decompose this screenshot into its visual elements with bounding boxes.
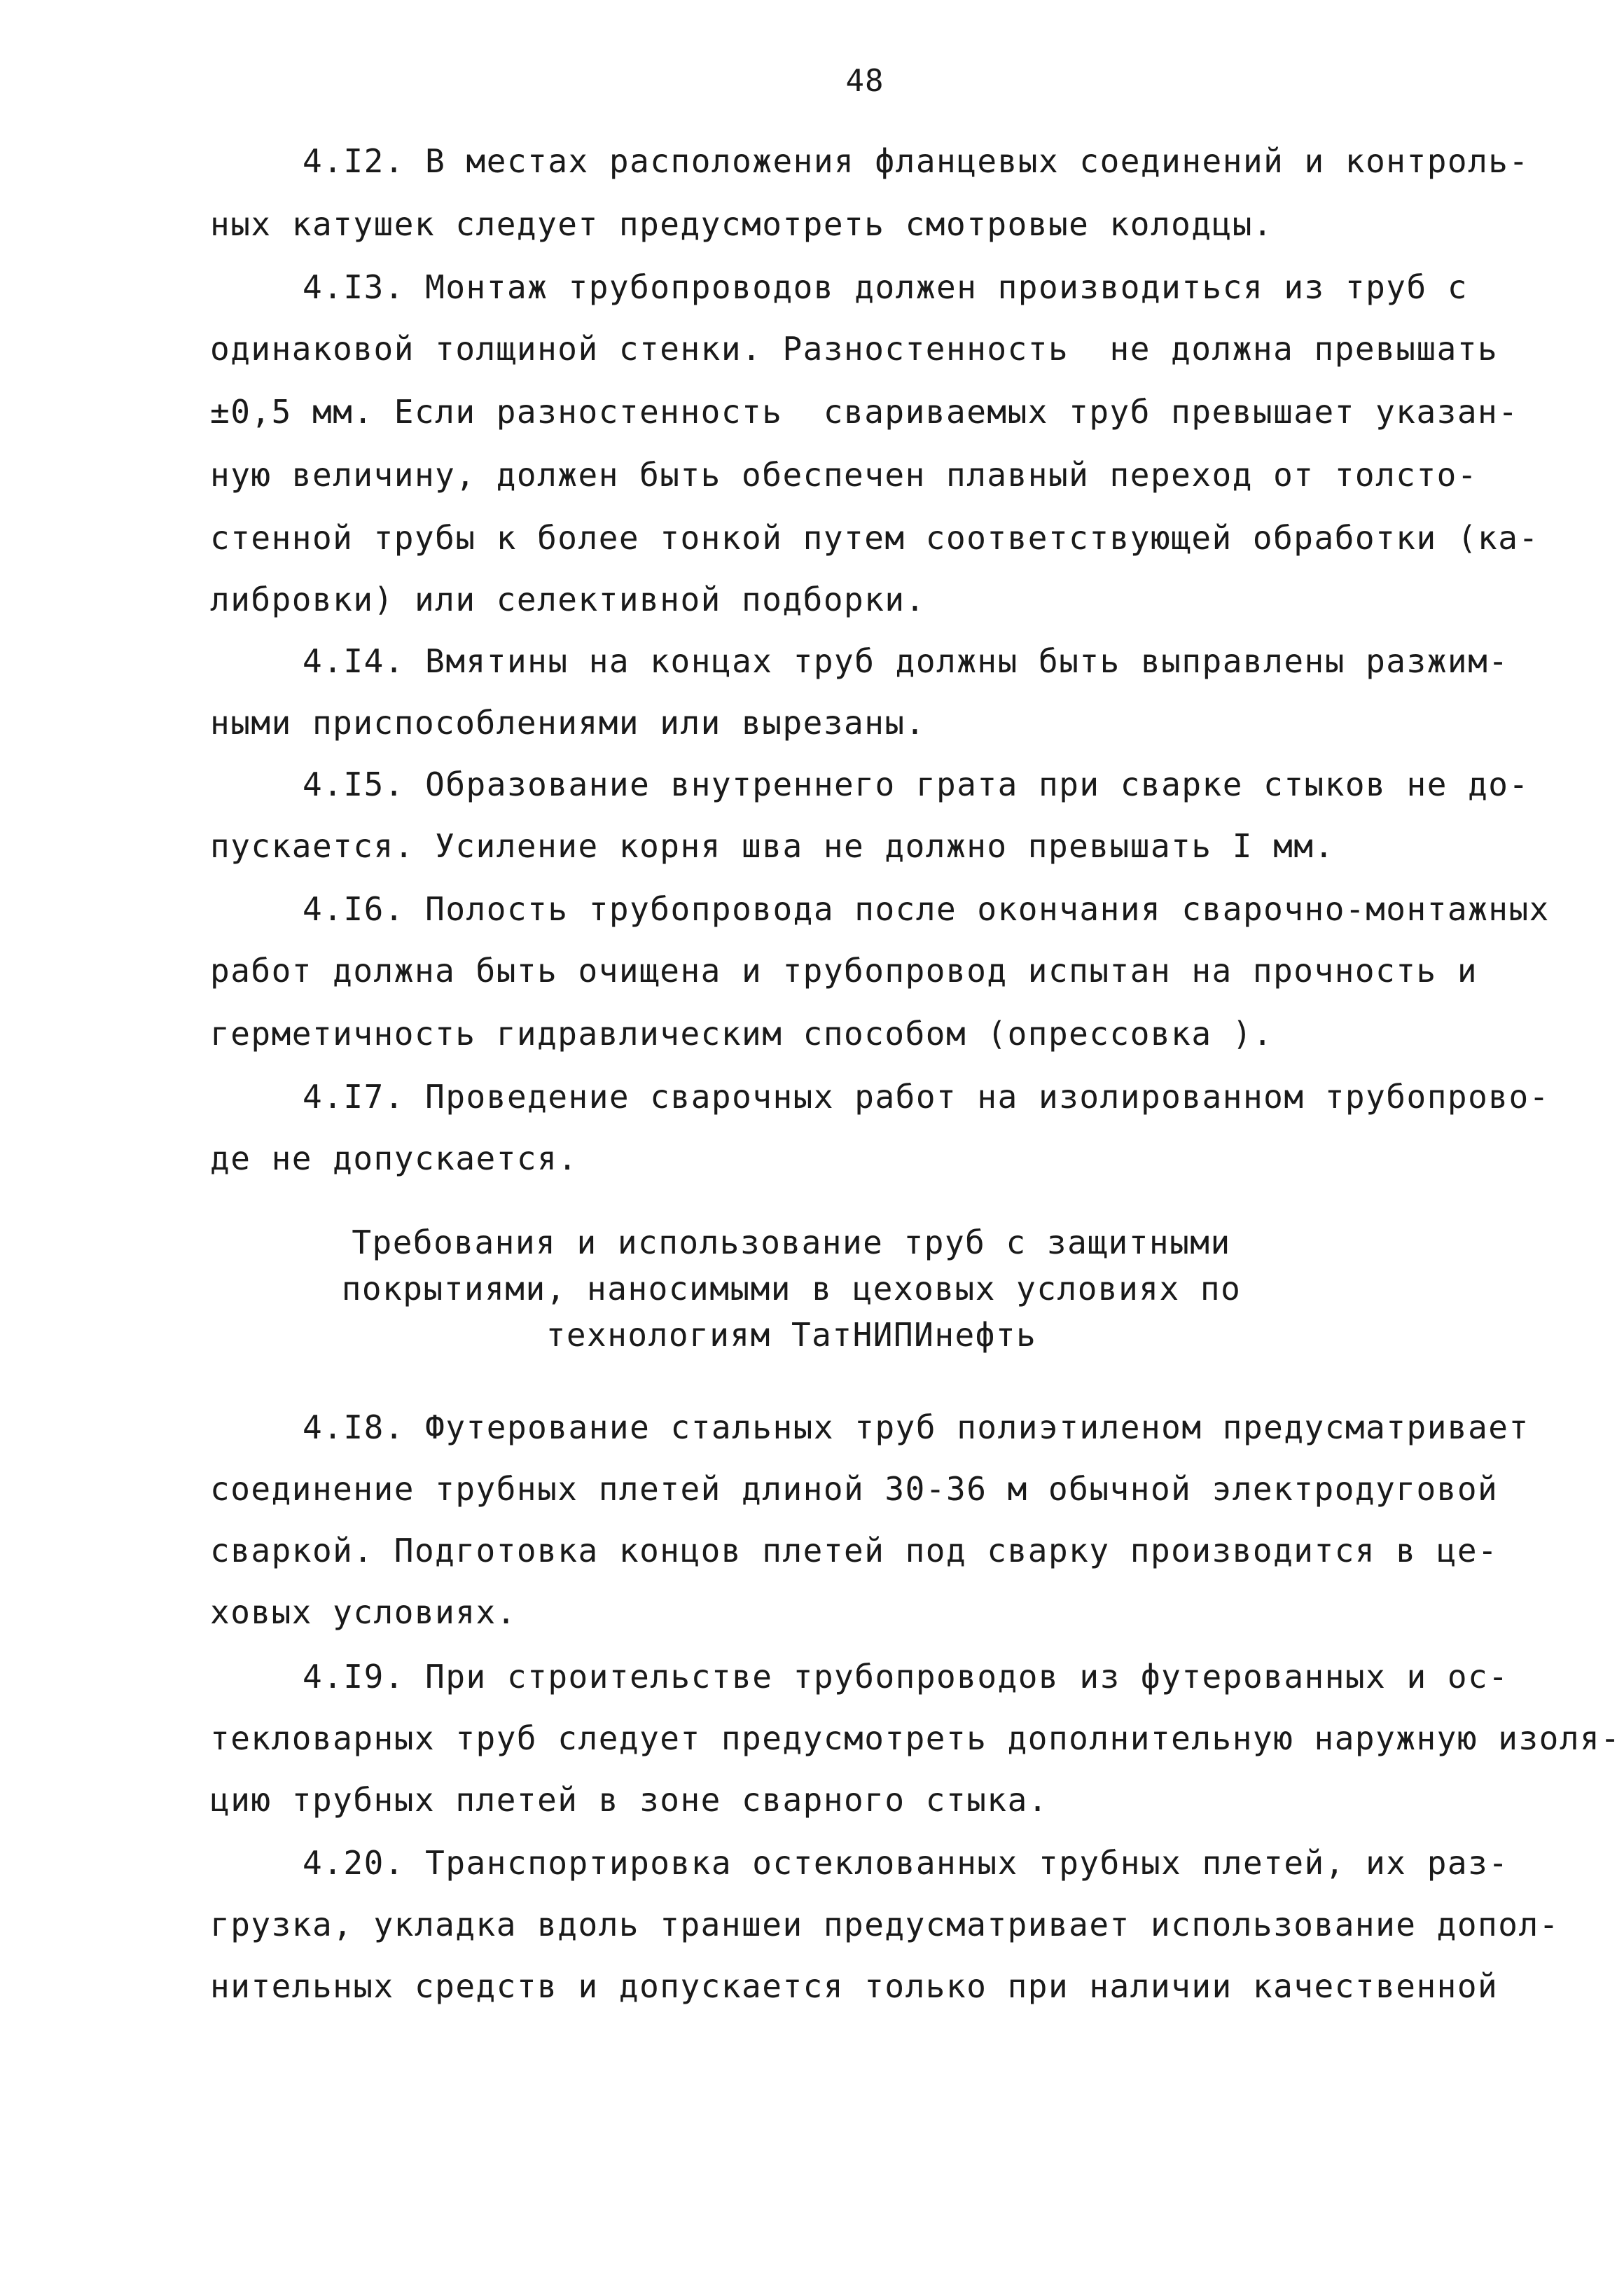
section-heading-line: Требования и использование труб с защитными [352,1223,1231,1261]
page-number: 48 [845,63,884,99]
text-line: либровки) или селективной подборки. [210,581,926,618]
text-line: 4.I3. Монтаж трубопроводов должен производиться из труб с [303,268,1469,306]
text-line: ную величину, должен быть обеспечен плавный переход от толсто- [210,456,1478,494]
section-heading-line: покрытиями, наносимыми в цеховых условиях по [341,1270,1242,1308]
text-line: 4.I6. Полость трубопровода после окончания сварочно-монтажных [303,890,1550,928]
text-line: 4.I5. Образование внутреннего грата при сварке стыков не до- [303,765,1529,803]
text-line: 4.I9. При строительстве трубопроводов из футерованных и ос- [303,1658,1509,1696]
text-line: ными приспособлениями или вырезаны. [210,704,926,742]
text-line: сваркой. Подготовка концов плетей под сварку производится в це- [210,1532,1499,1569]
text-line: работ должна быть очищена и трубопровод испытан на прочность и [210,952,1478,990]
text-line: текловарных труб следует предусмотреть дополнительную наружную изоля- [210,1719,1621,1757]
text-line: 4.I2. В местах расположения фланцевых соединений и контроль- [303,142,1529,180]
text-line: ных катушек следует предусмотреть смотровые колодцы. [210,205,1274,243]
section-heading-line: технологиям ТатНИПИнефть [546,1316,1037,1354]
text-line: цию трубных плетей в зоне сварного стыка. [210,1781,1048,1819]
text-line: ±0,5 мм. Если разностенность свариваемых труб превышает указан- [210,393,1519,431]
text-line: одинаковой толщиной стенки. Разностенность не должна превышать [210,330,1499,368]
text-line: соединение трубных плетей длиной 30-36 м обычной электродуговой [210,1470,1499,1508]
text-line: 4.I7. Проведение сварочных работ на изолированном трубопрово- [303,1078,1550,1116]
text-line: де не допускается. [210,1139,578,1177]
text-line: нительных средств и допускается только при наличии качественной [210,1967,1499,2005]
text-line: 4.20. Транспортировка остеклованных трубных плетей, их раз- [303,1844,1509,1882]
text-line: стенной трубы к более тонкой путем соответствующей обработки (ка- [210,519,1539,557]
text-line: ховых условиях. [210,1593,517,1631]
text-line: пускается. Усиление корня шва не должно превышать I мм. [210,827,1335,865]
text-line: грузка, укладка вдоль траншеи предусматривает использование допол- [210,1906,1560,1943]
text-line: 4.I4. Вмятины на концах труб должны быть выправлены разжим- [303,642,1509,680]
text-line: герметичность гидравлическим способом (опрессовка ). [210,1015,1274,1053]
text-line: 4.I8. Футерование стальных труб полиэтиленом предусматривает [303,1408,1529,1446]
